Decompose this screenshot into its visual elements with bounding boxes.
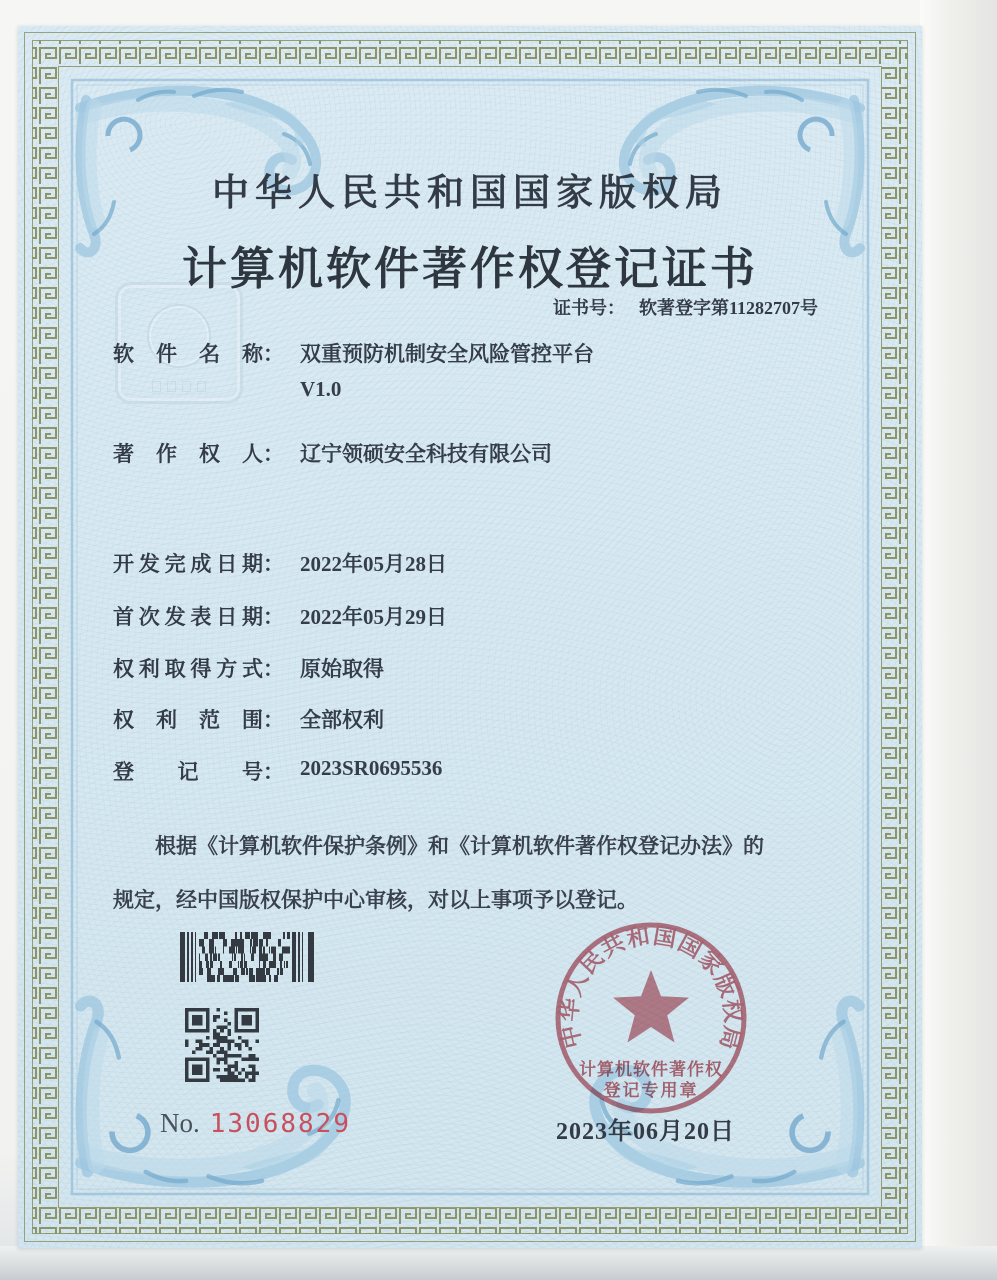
certificate-number-label: 证书号： xyxy=(552,298,625,318)
official-red-seal xyxy=(536,903,766,1133)
serial-number-label: No. xyxy=(160,1108,200,1138)
field-label: 权利取得方式 xyxy=(113,657,263,681)
certificate-number-value: 软著登字第11282707号 xyxy=(638,298,818,318)
certificate-number-row xyxy=(553,294,818,320)
field-colon: ： xyxy=(263,442,284,466)
field-registration-number xyxy=(113,756,442,786)
field-value: 2023SR0695536 xyxy=(300,756,443,780)
field-label: 软件名称 xyxy=(113,342,263,366)
field-rights-scope xyxy=(113,704,384,734)
seal-caption-line-1: 计算机软件著作权 xyxy=(579,1060,723,1079)
field-value: 双重预防机制安全风险管控平台 V1.0 xyxy=(300,342,594,401)
field-value: 全部权利 xyxy=(300,708,384,732)
software-version: V1.0 xyxy=(300,377,342,401)
field-colon: ： xyxy=(263,552,284,576)
field-software-name xyxy=(113,338,594,402)
field-value: 辽宁领硕安全科技有限公司 xyxy=(300,442,552,466)
issue-date: 2023年06月20日 xyxy=(556,1119,735,1145)
field-label: 权利范围 xyxy=(113,708,263,732)
seal-ring-text: 中华人民共和国国家版权局 xyxy=(556,923,746,1052)
field-label: 登记号 xyxy=(113,760,263,784)
certificate-sheet xyxy=(18,26,922,1248)
field-copyright-owner xyxy=(113,438,552,468)
serial-number-row xyxy=(160,1108,351,1139)
field-value: 原始取得 xyxy=(300,657,384,681)
field-value: 2022年05月28日 xyxy=(300,552,447,576)
field-colon: ： xyxy=(263,760,284,784)
field-label: 开发完成日期 xyxy=(113,552,263,576)
statement-line-1: 根据《计算机软件保护条例》和《计算机软件著作权登记办法》的 xyxy=(155,834,764,858)
issuing-authority-title: 中华人民共和国国家版权局 xyxy=(212,173,728,214)
statement-line-2: 规定，经中国版权保护中心审核，对以上事项予以登记。 xyxy=(113,888,638,912)
field-value: 2022年05月29日 xyxy=(300,605,447,629)
field-first-publication-date xyxy=(113,601,447,631)
seal-star-icon xyxy=(613,970,689,1042)
field-colon: ： xyxy=(263,342,284,366)
field-label: 著作权人 xyxy=(113,442,263,466)
field-colon: ： xyxy=(263,605,284,629)
qr-code xyxy=(185,1008,259,1082)
certificate-title: 计算机软件著作权登记证书 xyxy=(181,244,758,294)
field-colon: ： xyxy=(263,657,284,681)
field-rights-acquisition-method xyxy=(113,653,384,683)
scan-margin-right xyxy=(920,0,997,1280)
seal-caption-line-2: 登记专用章 xyxy=(603,1081,699,1100)
scan-margin-bottom xyxy=(0,1246,997,1280)
field-development-completion-date xyxy=(113,548,447,578)
barcode xyxy=(180,932,314,982)
field-label: 首次发表日期 xyxy=(113,605,263,629)
serial-number-value: 13068829 xyxy=(209,1109,351,1139)
field-colon: ： xyxy=(263,708,284,732)
